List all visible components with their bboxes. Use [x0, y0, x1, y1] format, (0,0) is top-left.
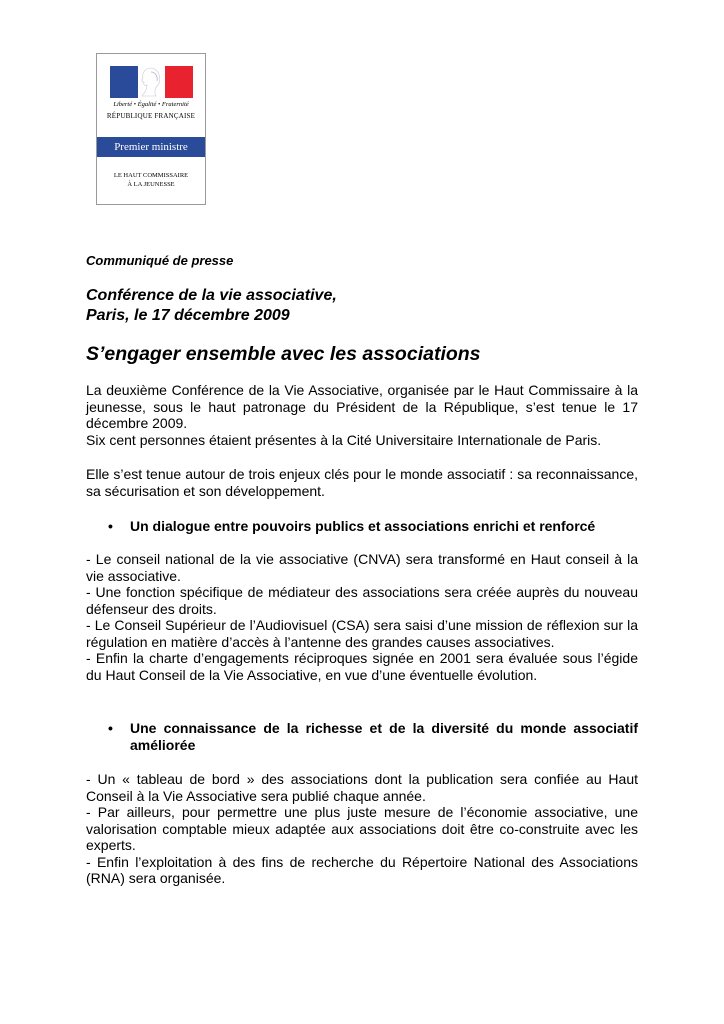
intro-paragraph-2: Six cent personnes étaient présentes à la Cité Universitaire Internationale de Paris.: [86, 431, 602, 448]
section2-title: Une connaissance de la richesse et de la diversité du monde associatif améliorée: [130, 720, 638, 753]
event-title: Conférence de la vie associative,: [86, 287, 337, 304]
list-item: - Enfin la charte d’engagements réciproques signée en 2001 sera évaluée sous l’égide du Haut Conseil de la Vie Associative, en vue d’une éventuelle évolution.: [86, 650, 638, 683]
press-release-kicker: Communiqué de presse: [86, 253, 234, 268]
list-item: - Le conseil national de la vie associative (CNVA) sera transformé en Haut conseil à la vie associative.: [86, 551, 638, 584]
intro-paragraph-3: Elle s’est tenue autour de trois enjeux clés pour le monde associatif : sa reconnaissance, sa sécurisation et son développement.: [86, 466, 638, 499]
logo-republic: RÉPUBLIQUE FRANÇAISE: [106, 112, 196, 120]
section1-title: Un dialogue entre pouvoirs publics et associations enrichi et renforcé: [130, 518, 596, 534]
section2-heading: [86, 720, 638, 753]
headline: S’engager ensemble avec les associations: [86, 343, 481, 365]
government-logo: [96, 53, 206, 205]
bullet-icon: •: [108, 518, 113, 534]
intro-block: [86, 382, 638, 448]
list-item: - Le Conseil Supérieur de l’Audiovisuel (CSA) sera saisi d’une mission de réflexion sur la régulation en matière d’accès à l’antenne des grandes causes associatives.: [86, 617, 638, 650]
list-item: - Enfin l’exploitation à des fins de recherche du Répertoire National des Associations (RNA) sera organisée.: [86, 853, 638, 886]
list-item: - Par ailleurs, pour permettre une plus juste mesure de l’économie associative, une valorisation comptable mieux adaptée aux associations doit être co-construite avec les experts.: [86, 804, 638, 853]
bullet-icon: •: [108, 720, 113, 736]
marianne-flag-icon: [110, 66, 193, 98]
logo-office-line2: À LA JEUNESSE: [127, 181, 175, 188]
intro-paragraph-1: La deuxième Conférence de la Vie Associative, organisée par le Haut Commissaire à la jeunesse, sous le haut patronage du Président de la République, s’est tenue le 17 décembre 2009.: [86, 382, 638, 431]
logo-office: [97, 171, 205, 189]
marianne-profile-icon: [136, 66, 166, 98]
list-item: - Une fonction spécifique de médiateur des associations sera créée auprès du nouveau défenseur des droits.: [86, 584, 638, 617]
event-place-date: Paris, le 17 décembre 2009: [86, 307, 290, 324]
logo-motto: Liberté • Égalité • Fraternité: [113, 101, 189, 108]
section1-heading: [86, 518, 638, 535]
list-item: - Un « tableau de bord » des associations dont la publication sera confiée au Haut Conseil à la Vie Associative sera publié chaque année.: [86, 771, 638, 804]
logo-office-line1: LE HAUT COMMISSAIRE: [113, 172, 189, 179]
section2-list: [86, 771, 638, 887]
logo-band: Premier ministre: [97, 137, 205, 157]
event-info: [86, 286, 337, 326]
section1-list: [86, 551, 638, 683]
